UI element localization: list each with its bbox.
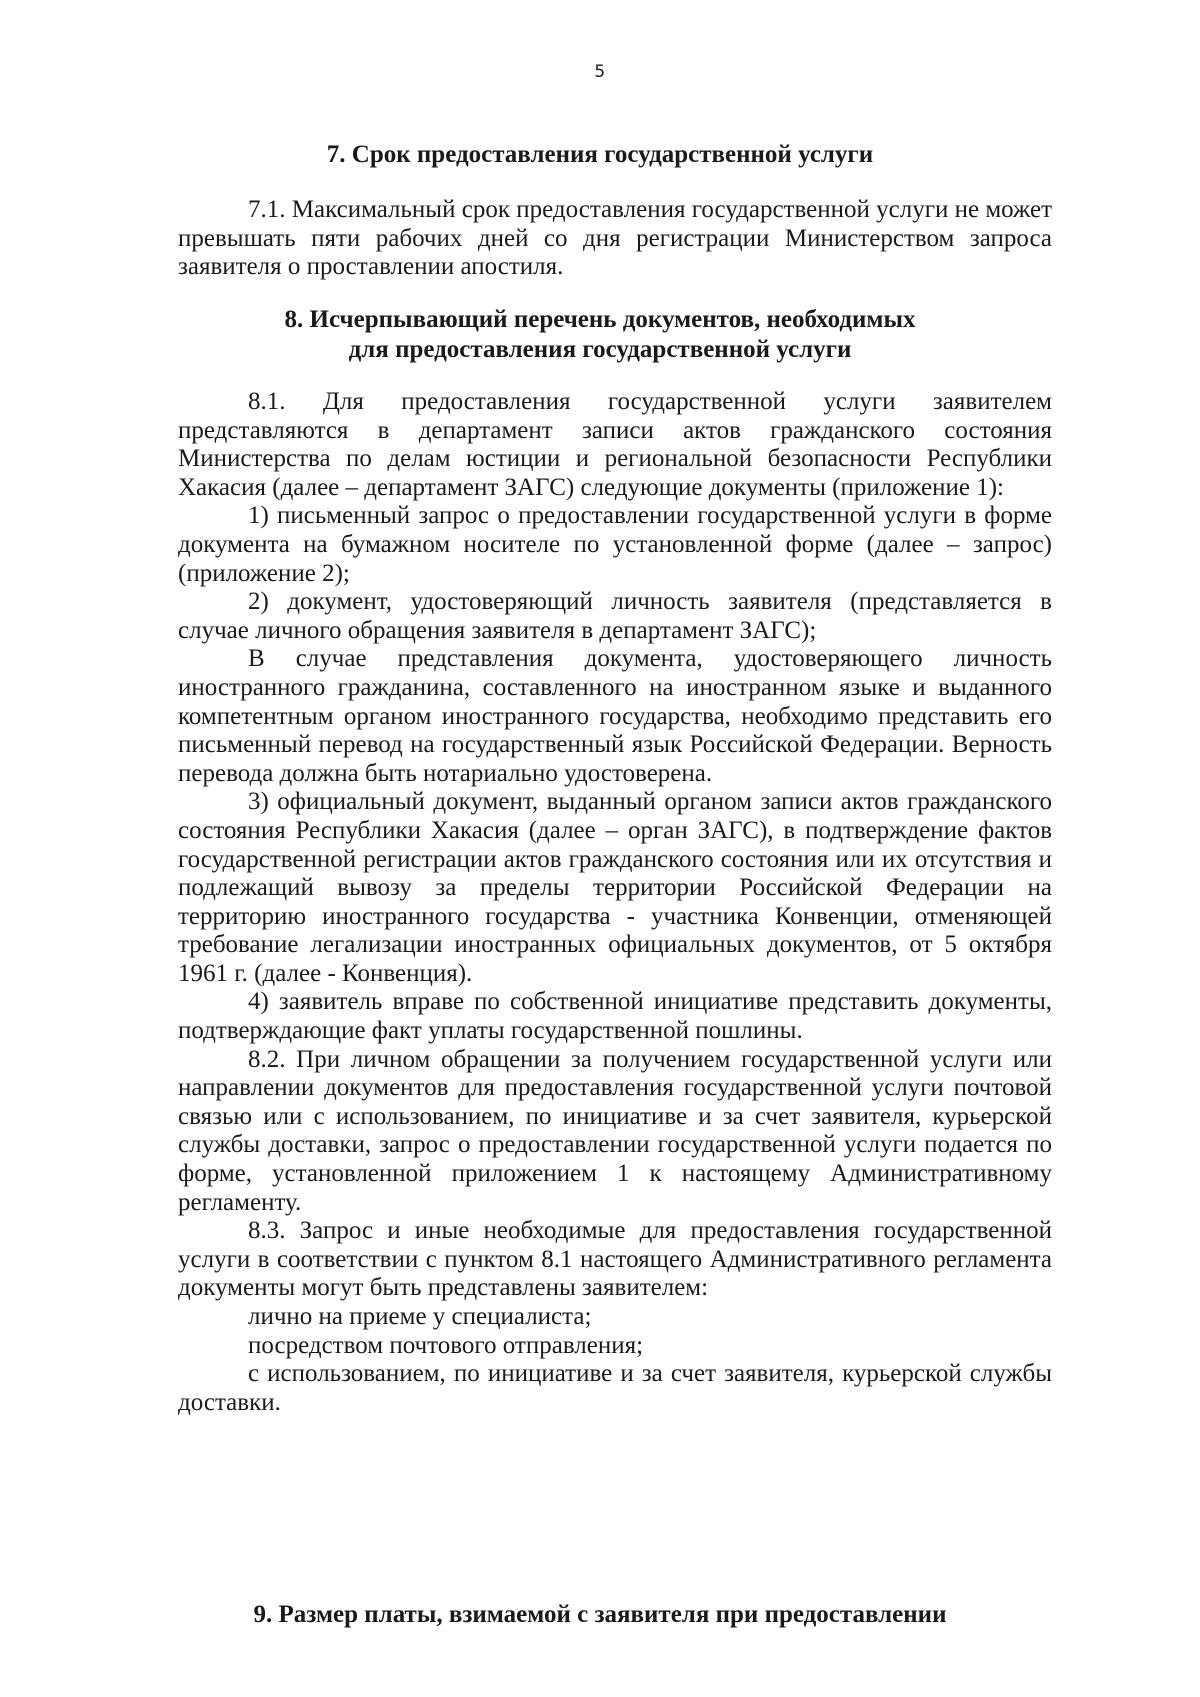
- section-8-title-line-2: для предоставления государственной услуги: [348, 336, 852, 363]
- paragraph-8-1: 8.1. Для предоставления государственной услуги заявителем представляются в департамент записи актов гражданского состояния Министерства по делам юстиции и региональной безопасности Республики Хакасия (далее – департамент ЗАГС) следующие документы (приложение 1):: [178, 388, 1052, 501]
- list-item-by-post: посредством почтового отправления;: [248, 1331, 644, 1359]
- paragraph-8-1-item-3: 3) официальный документ, выданный органом записи актов гражданского состояния Республики Хакасия (далее – орган ЗАГС), в подтверждение фактов государственной регистрации актов гражданского состояния или их отсутствия и подлежащий вывозу за пределы территории Российской Федерации на территорию иностранного государства - участника Конвенции, отменяющей требование легализации иностранных официальных документов, от 5 октября 1961 г. (далее - Конвенция).: [178, 788, 1052, 987]
- section-9-title: 9. Размер платы, взимаемой с заявителя при предоставлении: [253, 1601, 947, 1628]
- paragraph-8-1-item-4: 4) заявитель вправе по собственной инициативе представить документы, подтверждающие факт уплаты государственной пошлины.: [178, 988, 1052, 1045]
- section-7-title: 7. Срок предоставления государственной услуги: [326, 141, 874, 168]
- paragraph-8-2: 8.2. При личном обращении за получением государственной услуги или направлении документов для предоставления государственной услуги почтовой связью или с использованием, по инициативе и за счет заявителя, курьерской службы доставки, запрос о предоставлении государственной услуги подается по форме, установленной приложением 1 к настоящему Административному регламенту.: [178, 1045, 1052, 1216]
- paragraph-8-1-item-1: 1) письменный запрос о предоставлении государственной услуги в форме документа на бумажном носителе по установленной форме (далее – запрос) (приложение 2);: [178, 502, 1052, 587]
- page-number: 5: [594, 62, 606, 82]
- paragraph-foreign-citizen: В случае представления документа, удостоверяющего личность иностранного гражданина, составленного на иностранном языке и выданного компетентным органом иностранного государства, необходимо представить его письменный перевод на государственный язык Российской Федерации. Верность перевода должна быть нотариально удостоверена.: [178, 645, 1052, 787]
- section-7-heading: [0, 140, 1200, 170]
- section-8-title-line-1: 8. Исчерпывающий перечень документов, необходимых: [284, 306, 916, 333]
- section-9-heading: [0, 1600, 1200, 1630]
- paragraph-8-1-item-2: 2) документ, удостоверяющий личность заявителя (представляется в случае личного обращения заявителя в департамент ЗАГС);: [178, 588, 1052, 644]
- paragraph-8-3: 8.3. Запрос и иные необходимые для предоставления государственной услуги в соответствии с пунктом 8.1 настоящего Административного регламента документы могут быть представлены заявителем:: [178, 1217, 1052, 1302]
- section-8-heading: [0, 305, 1200, 365]
- list-item-in-person: лично на приеме у специалиста;: [248, 1303, 592, 1330]
- section-8-body: [178, 388, 1052, 1417]
- section-7-body: [178, 196, 1052, 282]
- paragraph-7-1: 7.1. Максимальный срок предоставления государственной услуги не может превышать пяти рабочих дней со дня регистрации Министерством запроса заявителя о проставлении апостиля.: [178, 196, 1052, 281]
- list-item-courier: с использованием, по инициативе и за счет заявителя, курьерской службы доставки.: [178, 1360, 1052, 1416]
